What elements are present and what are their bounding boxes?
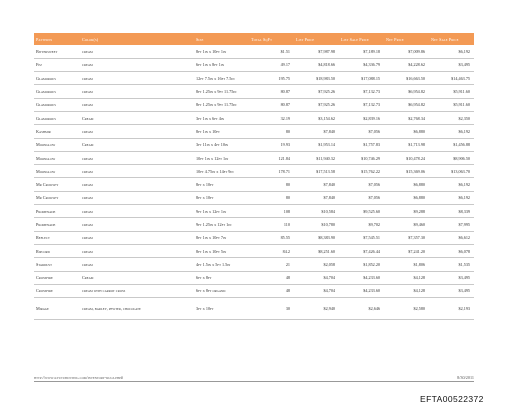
list-sale-price-cell: $9,702 <box>339 218 384 231</box>
table-row <box>34 271 474 284</box>
pattern-cell: Glamorous <box>34 72 80 85</box>
table-row <box>34 72 474 85</box>
color-cell: cream <box>80 205 194 218</box>
header-patterns: Patterns <box>36 36 53 42</box>
color-cell: cream <box>80 244 194 257</box>
table-row <box>34 98 474 111</box>
color-cell: cream <box>80 98 194 111</box>
net-price-cell: $10,478.24 <box>384 151 429 164</box>
net-price-cell: $7,241.20 <box>384 244 429 257</box>
list-price-cell: $7,925.26 <box>294 98 339 111</box>
list-sale-price-cell: $2,839.16 <box>339 111 384 124</box>
net-sale-price-cell: $7,995 <box>429 218 474 231</box>
color-cell: cream <box>80 231 194 244</box>
list-sale-price-cell: $4,233.60 <box>339 271 384 284</box>
header-net-sale-price: Net Sale Price <box>431 36 459 42</box>
sqft-cell: 30 <box>249 298 294 320</box>
sqft-cell: 195.75 <box>249 72 294 85</box>
net-sale-price-cell: $6,192 <box>429 125 474 138</box>
net-sale-price-cell: $8,339 <box>429 205 474 218</box>
color-cell: cream <box>80 45 194 58</box>
list-price-cell: $4,704 <box>294 284 339 297</box>
color-cell: cream <box>80 218 194 231</box>
net-sale-price-cell: $1,456.88 <box>429 138 474 151</box>
color-cell: cream with carrot cross <box>80 284 194 297</box>
pattern-cell: Mr Crowley <box>34 191 80 204</box>
pattern-cell: Promenade <box>34 218 80 231</box>
color-cell: Cream <box>80 138 194 151</box>
list-price-cell: $7,840 <box>294 191 339 204</box>
color-cell: cream <box>80 178 194 191</box>
sqft-cell: $1.51 <box>249 45 294 58</box>
pattern-cell: Reflect <box>34 231 80 244</box>
size-cell: 6ft x 8ft organic <box>194 284 249 297</box>
bates-number: EFTA00522372 <box>420 394 484 404</box>
net-sale-price-cell: $6,612 <box>429 231 474 244</box>
sqft-cell: 80.87 <box>249 85 294 98</box>
table-header-row <box>34 33 474 45</box>
net-price-cell: $4,128 <box>384 271 429 284</box>
net-price-cell: $2,580 <box>384 298 429 320</box>
table-row <box>34 85 474 98</box>
net-sale-price-cell: $13,063.70 <box>429 165 474 178</box>
net-sale-price-cell: $5,911.60 <box>429 98 474 111</box>
sqft-cell: 80 <box>249 191 294 204</box>
color-cell: cream <box>80 191 194 204</box>
sqft-cell: 84.2 <box>249 244 294 257</box>
pattern-cell: Kashmir <box>34 125 80 138</box>
list-sale-price-cell: $15,762.22 <box>339 165 384 178</box>
table-row <box>34 125 474 138</box>
list-sale-price-cell: $7,056 <box>339 191 384 204</box>
size-cell: 6ft x 8ft <box>194 271 249 284</box>
size-cell: 6ft 1in x 8ft 1in <box>194 58 249 71</box>
table-row <box>34 45 474 58</box>
list-sale-price-cell: $7,132.73 <box>339 98 384 111</box>
size-cell: 8ft 1in x 10ft 7in <box>194 231 249 244</box>
sqft-cell: 110 <box>249 218 294 231</box>
list-sale-price-cell: $7,545.51 <box>339 231 384 244</box>
list-price-cell: $7,840 <box>294 178 339 191</box>
color-cell: cream <box>80 72 194 85</box>
list-sale-price-cell: $10,746.29 <box>339 151 384 164</box>
size-cell: 8ft 1.25in x 9ft 11.75in <box>194 85 249 98</box>
size-cell: 3ft 11in x 4ft 10in <box>194 138 249 151</box>
inventory-table <box>34 33 474 320</box>
table-body <box>34 45 474 320</box>
net-price-cell: $4,128 <box>384 284 429 297</box>
net-sale-price-cell: $2,193 <box>429 298 474 320</box>
sqft-cell: 19.93 <box>249 138 294 151</box>
header-list-price: List Price <box>296 36 315 42</box>
color-cell: cream <box>80 165 194 178</box>
size-cell: 3ft x 10ft <box>194 298 249 320</box>
sqft-cell: 48 <box>249 284 294 297</box>
net-sale-price-cell: $6,078 <box>429 244 474 257</box>
sqft-cell: 21 <box>249 258 294 271</box>
table-row <box>34 218 474 231</box>
color-cell: cream <box>80 85 194 98</box>
list-price-cell: $7,987.98 <box>294 45 339 58</box>
table-row <box>34 298 474 320</box>
header-size: Size <box>196 36 204 42</box>
net-price-cell: $7,357.30 <box>384 231 429 244</box>
list-sale-price-cell: $7,056 <box>339 178 384 191</box>
header-net-price: Net Price <box>386 36 404 42</box>
size-cell: 8ft 1.25in x 9ft 11.75in <box>194 98 249 111</box>
footer-url: http://www.kyutubunting.com/inventory-rugs.php# <box>34 375 123 380</box>
sqft-cell: 121.84 <box>249 151 294 164</box>
table-row <box>34 138 474 151</box>
list-sale-price-cell: $7,189.18 <box>339 45 384 58</box>
list-price-cell: $7,840 <box>294 125 339 138</box>
table-row <box>34 258 474 271</box>
size-cell: 9ft 1in x 12ft 1in <box>194 205 249 218</box>
net-sale-price-cell: $3,495 <box>429 271 474 284</box>
net-sale-price-cell: $3,495 <box>429 58 474 71</box>
net-sale-price-cell: $5,911.60 <box>429 85 474 98</box>
table-row <box>34 284 474 297</box>
list-price-cell: $3,154.62 <box>294 111 339 124</box>
header-list-sale-price: List Sale Price <box>341 36 369 42</box>
list-price-cell: $2,058 <box>294 258 339 271</box>
size-cell: 9ft 1.25in x 12ft 1in <box>194 218 249 231</box>
list-sale-price-cell: $17,088.15 <box>339 72 384 85</box>
table-row <box>34 111 474 124</box>
size-cell: 8ft x 10ft <box>194 191 249 204</box>
list-sale-price-cell: $1,757.83 <box>339 138 384 151</box>
color-cell: cream <box>80 151 194 164</box>
size-cell: 8ft 1in x 10ft 1in <box>194 45 249 58</box>
net-price-cell: $15,369.06 <box>384 165 429 178</box>
size-cell: 8ft 1in x 10ft <box>194 125 249 138</box>
sqft-cell: 178.71 <box>249 165 294 178</box>
net-price-cell: $6,954.82 <box>384 85 429 98</box>
pattern-cell: Moonglow <box>34 165 80 178</box>
pattern-cell: Moonglow <box>34 138 80 151</box>
pattern-cell: Fez <box>34 58 80 71</box>
pattern-cell: Mirage <box>34 298 80 320</box>
net-sale-price-cell: $2,350 <box>429 111 474 124</box>
size-cell: 8ft 1in x 10ft 5in <box>194 244 249 257</box>
pattern-cell: Mr Crowley <box>34 178 80 191</box>
color-cell: Cream <box>80 271 194 284</box>
net-price-cell: $6,880 <box>384 191 429 204</box>
pattern-cell: Crossfire <box>34 271 80 284</box>
list-price-cell: $4,704 <box>294 271 339 284</box>
table-row <box>34 151 474 164</box>
list-sale-price-cell: $9,525.60 <box>339 205 384 218</box>
size-cell: 8ft x 10ft <box>194 178 249 191</box>
net-price-cell: $9,288 <box>384 205 429 218</box>
list-price-cell: $8,383.90 <box>294 231 339 244</box>
net-price-cell: $4,228.62 <box>384 58 429 71</box>
list-sale-price-cell: $1,852.20 <box>339 258 384 271</box>
pattern-cell: Glamorous <box>34 98 80 111</box>
list-price-cell: $17,513.58 <box>294 165 339 178</box>
color-cell: cream <box>80 258 194 271</box>
table-row <box>34 231 474 244</box>
list-sale-price-cell: $2,646 <box>339 298 384 320</box>
sqft-cell: 49.17 <box>249 58 294 71</box>
sqft-cell: 32.19 <box>249 111 294 124</box>
pattern-cell: Glamorous <box>34 85 80 98</box>
sqft-cell: 80.87 <box>249 98 294 111</box>
color-cell: cream, barley, pewter, chocolate <box>80 298 194 320</box>
color-cell: cream <box>80 125 194 138</box>
net-sale-price-cell: $8,906.50 <box>429 151 474 164</box>
net-price-cell: $2,768.34 <box>384 111 429 124</box>
list-price-cell: $8,251.60 <box>294 244 339 257</box>
table-row <box>34 165 474 178</box>
list-price-cell: $1,953.14 <box>294 138 339 151</box>
list-price-cell: $4,818.66 <box>294 58 339 71</box>
net-sale-price-cell: $6,192 <box>429 191 474 204</box>
table-row <box>34 191 474 204</box>
header-total-sqft: Total SqFt <box>251 36 273 42</box>
list-price-cell: $18,983.50 <box>294 72 339 85</box>
net-price-cell: $16,663.50 <box>384 72 429 85</box>
sqft-cell: 80 <box>249 178 294 191</box>
sqft-cell: 85.55 <box>249 231 294 244</box>
table-row <box>34 205 474 218</box>
list-price-cell: $2,940 <box>294 298 339 320</box>
net-price-cell: $1,713.98 <box>384 138 429 151</box>
sqft-cell: 80 <box>249 125 294 138</box>
list-sale-price-cell: $7,056 <box>339 125 384 138</box>
list-sale-price-cell: $4,336.79 <box>339 58 384 71</box>
net-sale-price-cell: $1,535 <box>429 258 474 271</box>
net-price-cell: $6,880 <box>384 125 429 138</box>
footer-date: 8/30/2011 <box>457 375 474 380</box>
net-price-cell: $7,009.86 <box>384 45 429 58</box>
footer-divider <box>34 381 474 382</box>
pattern-cell: Crossfire <box>34 284 80 297</box>
pattern-cell: Glamorous <box>34 111 80 124</box>
net-sale-price-cell: $6,192 <box>429 178 474 191</box>
table-row <box>34 178 474 191</box>
net-price-cell: $6,954.82 <box>384 98 429 111</box>
color-cell: Cream <box>80 111 194 124</box>
net-sale-price-cell: $14,463.75 <box>429 72 474 85</box>
net-price-cell: $1,806 <box>384 258 429 271</box>
list-sale-price-cell: $7,132.73 <box>339 85 384 98</box>
size-cell: 12ft 7.5in x 16ft 7.5in <box>194 72 249 85</box>
table-row <box>34 244 474 257</box>
net-sale-price-cell: $3,495 <box>429 284 474 297</box>
net-sale-price-cell: $6,192 <box>429 45 474 58</box>
size-cell: 4ft 1.5in x 5ft 1.5in <box>194 258 249 271</box>
sqft-cell: 48 <box>249 271 294 284</box>
list-price-cell: $7,925.26 <box>294 85 339 98</box>
header-colors: Color(s) <box>82 36 99 42</box>
list-price-cell: $10,780 <box>294 218 339 231</box>
pattern-cell: Bittersweet <box>34 45 80 58</box>
pattern-cell: Ripcord <box>34 244 80 257</box>
net-price-cell: $6,880 <box>384 178 429 191</box>
pattern-cell: Promenade <box>34 205 80 218</box>
size-cell: 3ft 1in x 6ft 4in <box>194 111 249 124</box>
pattern-cell: Moonglow <box>34 151 80 164</box>
list-sale-price-cell: $7,426.44 <box>339 244 384 257</box>
list-sale-price-cell: $4,233.60 <box>339 284 384 297</box>
size-cell: 10ft 1in x 12ft 1in <box>194 151 249 164</box>
net-price-cell: $9,460 <box>384 218 429 231</box>
color-cell: cream <box>80 58 194 71</box>
list-price-cell: $10,584 <box>294 205 339 218</box>
list-price-cell: $11,940.32 <box>294 151 339 164</box>
table-row <box>34 58 474 71</box>
pattern-cell: Stardust <box>34 258 80 271</box>
sqft-cell: 108 <box>249 205 294 218</box>
size-cell: 10ft 4.75in x 14ft 9in <box>194 165 249 178</box>
